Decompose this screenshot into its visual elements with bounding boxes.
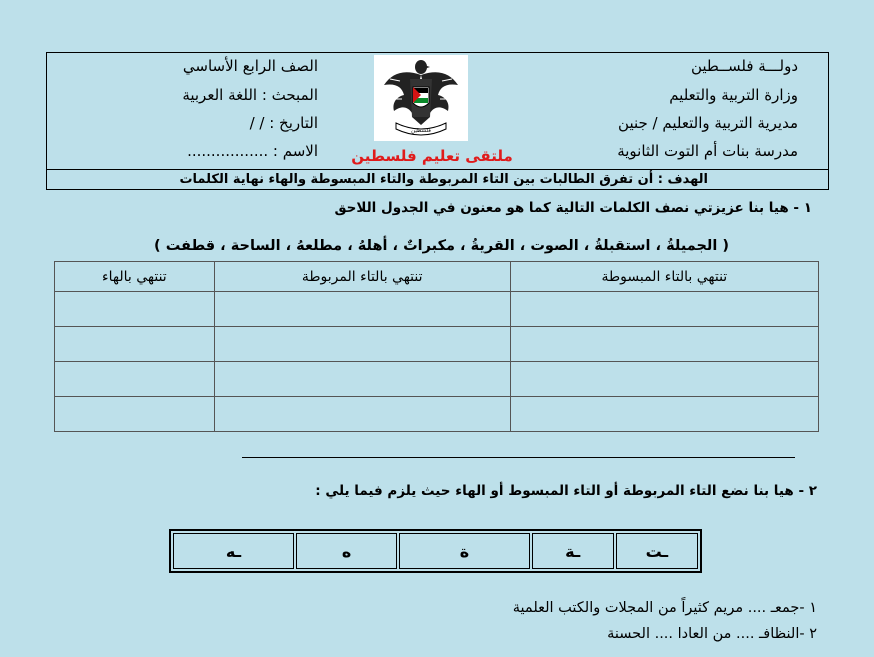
subject-label: المبحث : اللغة العربية: [182, 86, 318, 104]
question-1-word-list: ( الجميلةُ ، استقبلةُ ، الصوت ، القريةُ ، مكبراتٌ ، أهلهُ ، مطلعهُ ، الساحة ، قطفت ): [154, 238, 729, 254]
grade-label: الصف الرابع الأساسي: [182, 57, 318, 75]
header-haa: تنتهي بالهاء: [55, 262, 215, 292]
date-label: التاريخ : / /: [249, 114, 318, 132]
sentence-1: ١ -جمعـ .... مريم كثيراً من المجلات والكتب العلمية: [512, 600, 817, 616]
header-tied-taa: تنتهي بالتاء المربوطة: [214, 262, 510, 292]
question-2-title: ٢ - هيا بنا نضع التاء المربوطة أو التاء المبسوط أو الهاء حيث يلزم فيما يلي :: [315, 483, 817, 499]
answer-cell[interactable]: [510, 362, 818, 397]
letter-option: ـة: [532, 533, 614, 569]
question-1-title: ١ - هيا بنا عزيزتي نصف الكلمات التالية كما هو معنون في الجدول اللاحق: [334, 200, 812, 216]
letters-table: [169, 529, 702, 573]
header-box: [46, 52, 829, 190]
letter-option: ه: [296, 533, 397, 569]
answer-cell[interactable]: [55, 362, 215, 397]
table-header-row: [55, 262, 819, 292]
table-row: [55, 397, 819, 432]
lesson-goal: الهدف : أن تفرق الطالبات بين التاء المربوطة والتاء المبسوطة والهاء نهاية الكلمات: [47, 169, 828, 190]
sentence-2: ٢ -النظافـ .... من العادا .... الحسنة: [607, 626, 817, 642]
answer-cell[interactable]: [55, 292, 215, 327]
answer-cell[interactable]: [214, 362, 510, 397]
letter-option: ـت: [616, 533, 698, 569]
answer-cell[interactable]: [214, 327, 510, 362]
directorate-name: مديرية التربية والتعليم / جنين: [618, 114, 798, 132]
answer-cell[interactable]: [214, 292, 510, 327]
emblem-caption: فلسطين: [411, 128, 431, 134]
answer-cell[interactable]: [510, 327, 818, 362]
answer-cell[interactable]: [55, 397, 215, 432]
table-row: [55, 292, 819, 327]
classification-table: [54, 261, 819, 432]
table-row: [55, 362, 819, 397]
palestine-eagle-emblem: [374, 55, 468, 141]
letter-option: ة: [399, 533, 529, 569]
ministry-name: وزارة التربية والتعليم: [669, 86, 798, 104]
name-label: الاسم : .................: [187, 142, 318, 160]
answer-cell[interactable]: [55, 327, 215, 362]
header-open-taa: تنتهي بالتاء المبسوطة: [510, 262, 818, 292]
state-name: دولـــة فلســطين: [690, 57, 798, 75]
letter-option: ـه: [173, 533, 294, 569]
answer-cell[interactable]: [214, 397, 510, 432]
section-divider: [242, 457, 795, 458]
school-name: مدرسة بنات أم التوت الثانوية: [617, 142, 798, 160]
answer-cell[interactable]: [510, 292, 818, 327]
forum-name: ملتقى تعليم فلسطين: [351, 147, 513, 165]
answer-cell[interactable]: [510, 397, 818, 432]
table-row: [55, 327, 819, 362]
